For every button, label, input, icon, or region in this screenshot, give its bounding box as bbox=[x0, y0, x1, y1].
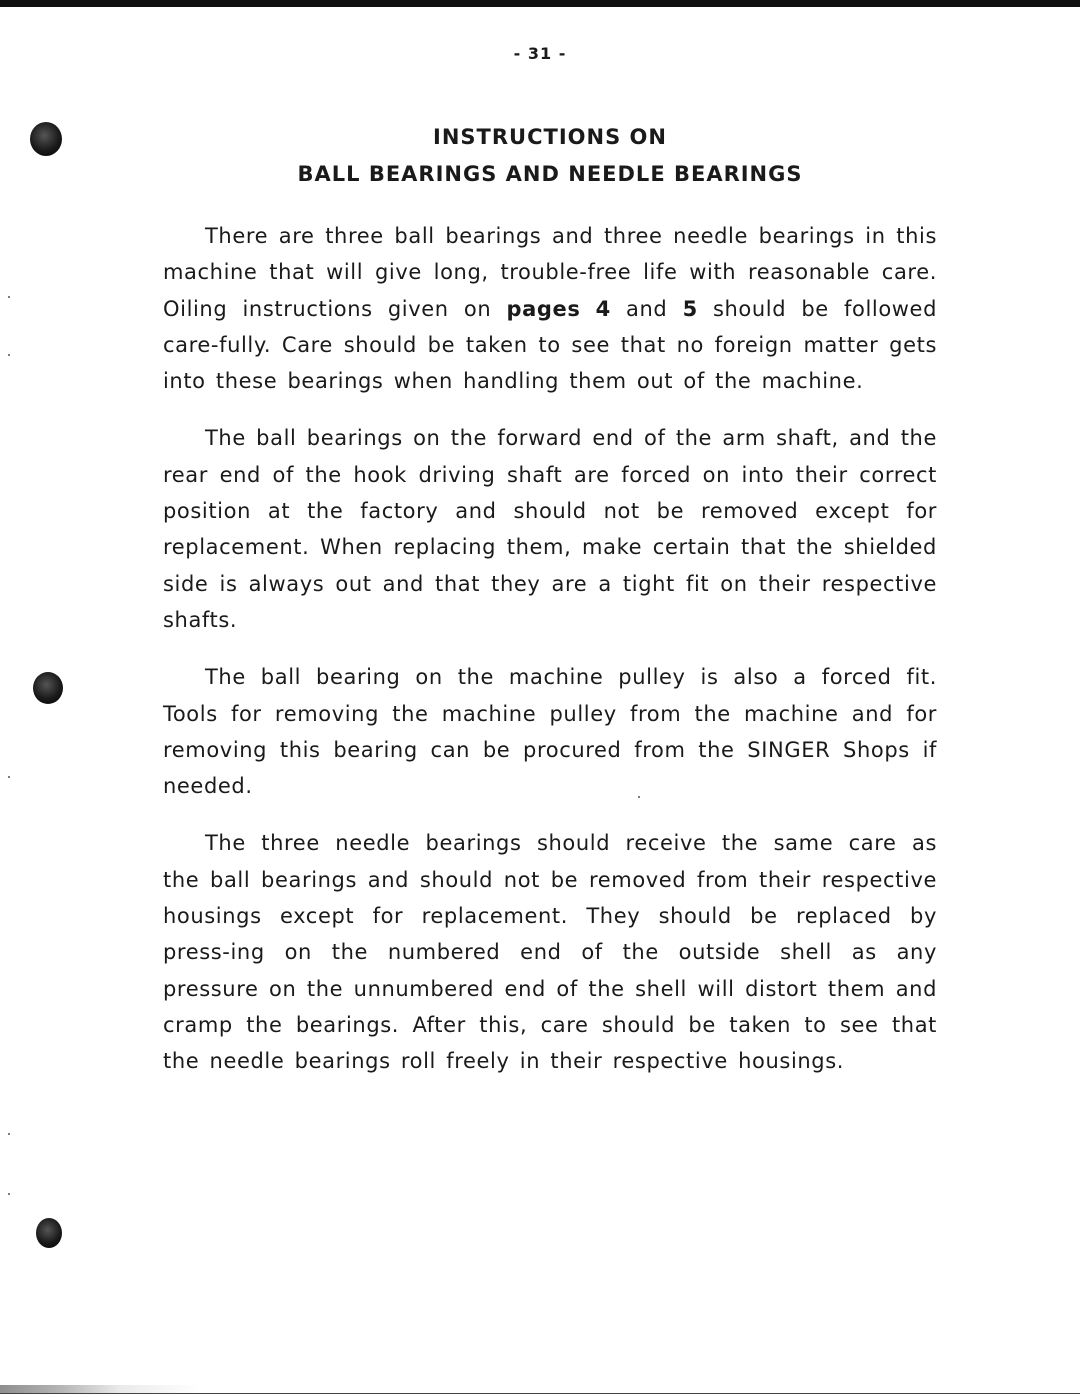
paragraph-pulley-bearing: The ball bearing on the machine pulley is also a forced fit. Tools for removing the machine pulley from the machine and for removing this bearing can be procured from the SINGER Shops if needed. bbox=[163, 665, 937, 799]
scan-speck bbox=[8, 1193, 10, 1195]
page-number: - 31 - bbox=[513, 44, 567, 63]
paragraph-text: There are three ball bearings and three needle bearings in this machine that will give long, trouble-free life with reasonable care. Oiling instructions given on bbox=[163, 224, 937, 321]
paragraph-shaft-bearings: The ball bearings on the forward end of the arm shaft, and the rear end of the hook driving shaft are forced on into their correct position at the factory and should not be removed except for replacement. When replacing them, make certain that the shielded side is always out and that they are a tight fit on their respective shafts. bbox=[163, 426, 937, 632]
page-reference-number: 4 bbox=[595, 296, 611, 321]
scan-speck bbox=[8, 1133, 10, 1135]
paragraph-text: and bbox=[610, 296, 683, 321]
paragraph-text: should be followed care-fully. Care should be taken to see that no foreign matter gets into these bearings when handling them out of the machine. bbox=[163, 296, 937, 394]
top-scan-border bbox=[0, 0, 1080, 7]
page-reference-number: 5 bbox=[682, 296, 698, 321]
title-line-1: INSTRUCTIONS ON bbox=[433, 125, 667, 149]
paragraph-needle-bearings: The three needle bearings should receive the same care as the ball bearings and should not be removed from their respective housings except for replacement. They should be replaced by press-ing on the numbered end of the outside shell as any pressure on the unnumbered end of the shell will distort them and cramp the bearings. After this, care should be taken to see that the needle bearings roll freely in their respective housings. bbox=[163, 831, 937, 1074]
scan-speck bbox=[8, 296, 10, 298]
bottom-scan-smudge bbox=[0, 1385, 200, 1393]
title-line-2: BALL BEARINGS AND NEEDLE BEARINGS bbox=[297, 162, 803, 186]
body-text bbox=[163, 218, 937, 1101]
page-reference-label: pages bbox=[506, 296, 581, 321]
scan-speck bbox=[8, 354, 10, 356]
scan-speck bbox=[8, 776, 10, 778]
bottom-scan-border bbox=[0, 1393, 1080, 1394]
paragraph-oiling-care bbox=[163, 218, 937, 399]
binder-hole-bottom bbox=[36, 1218, 62, 1248]
binder-hole-middle bbox=[33, 672, 63, 704]
